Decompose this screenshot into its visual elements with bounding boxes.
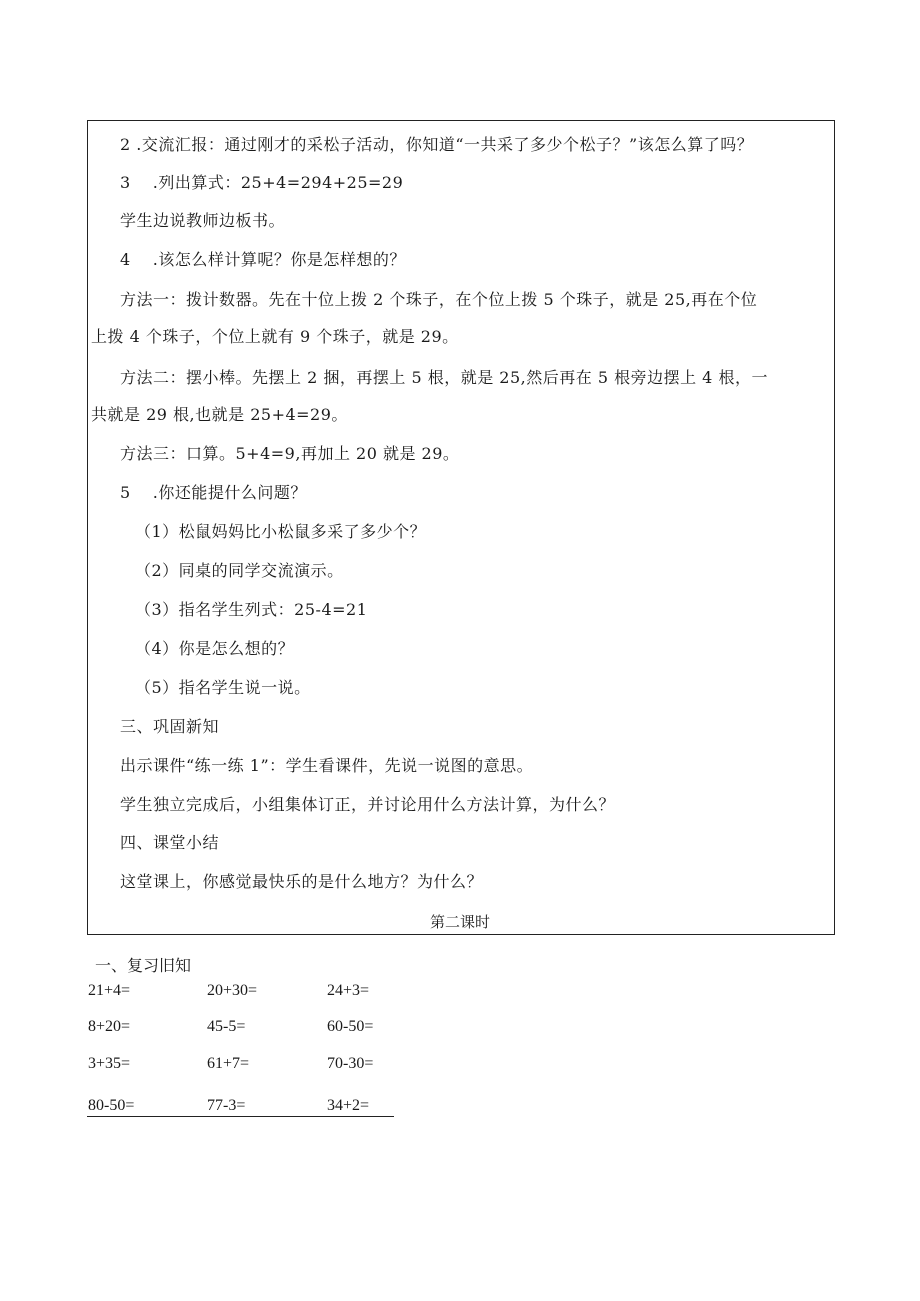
text-line: 学生独立完成后，小组集体订正，并讨论用什么方法计算，为什么？	[120, 795, 616, 814]
exercise: 3+35=	[88, 1055, 131, 1072]
exercise: 45-5=	[207, 1018, 246, 1035]
text-line: 5 .你还能提什么问题？	[120, 483, 307, 502]
exercise: 8+20=	[88, 1018, 131, 1035]
text-line: 学生边说教师边板书。	[120, 211, 286, 230]
text-line: 方法三：口算。5+4=9,再加上 20 就是 29。	[120, 444, 460, 463]
text-line: 这堂课上，你感觉最快乐的是什么地方？为什么？	[120, 872, 484, 891]
text-line: （3）指名学生列式：25-4=21	[135, 600, 368, 619]
text-line: 方法二：摆小棒。先摆上 2 捆，再摆上 5 根，就是 25,然后再在 5 根旁边摆上 4 根，一	[120, 368, 768, 387]
exercise: 60-50=	[327, 1018, 374, 1035]
exercise: 20+30=	[207, 982, 258, 999]
exercise: 24+3=	[327, 982, 370, 999]
exercise: 21+4=	[88, 982, 131, 999]
text-line: （4）你是怎么想的？	[135, 639, 295, 658]
exercise: 61+7=	[207, 1055, 250, 1072]
section-title: 第二课时	[429, 913, 490, 931]
exercise: 80-50=	[88, 1097, 135, 1114]
section-heading: 四、课堂小结	[120, 833, 220, 852]
text-line: （5）指名学生说一说。	[135, 678, 311, 697]
text-line: 共就是 29 根,也就是 25+4=29。	[91, 405, 348, 424]
section-heading: 三、巩固新知	[120, 717, 220, 736]
text-line: 出示课件“练一练 1”：学生看课件，先说一说图的意思。	[120, 756, 534, 775]
exercise: 70-30=	[327, 1055, 374, 1072]
text-line: 2 .交流汇报：通过刚才的采松子活动，你知道“一共采了多少个松子？”该怎么算了吗？	[120, 135, 754, 154]
review-title: 一、复习旧知	[95, 956, 192, 975]
exercise: 34+2=	[327, 1097, 370, 1114]
text-line: （1）松鼠妈妈比小松鼠多采了多少个？	[135, 522, 427, 541]
exercise: 77-3=	[207, 1097, 246, 1114]
text-line: （2）同桌的同学交流演示。	[135, 561, 344, 580]
underline-rule	[87, 1116, 394, 1117]
text-line: 方法一：拨计数器。先在十位上拨 2 个珠子，在个位上拨 5 个珠子，就是 25,再在个位	[120, 290, 758, 309]
text-line: 上拨 4 个珠子，个位上就有 9 个珠子，就是 29。	[91, 327, 459, 346]
text-line: 3 .列出算式：25+4=294+25=29	[120, 173, 404, 192]
text-line: 4 .该怎么样计算呢？你是怎样想的？	[120, 250, 406, 269]
